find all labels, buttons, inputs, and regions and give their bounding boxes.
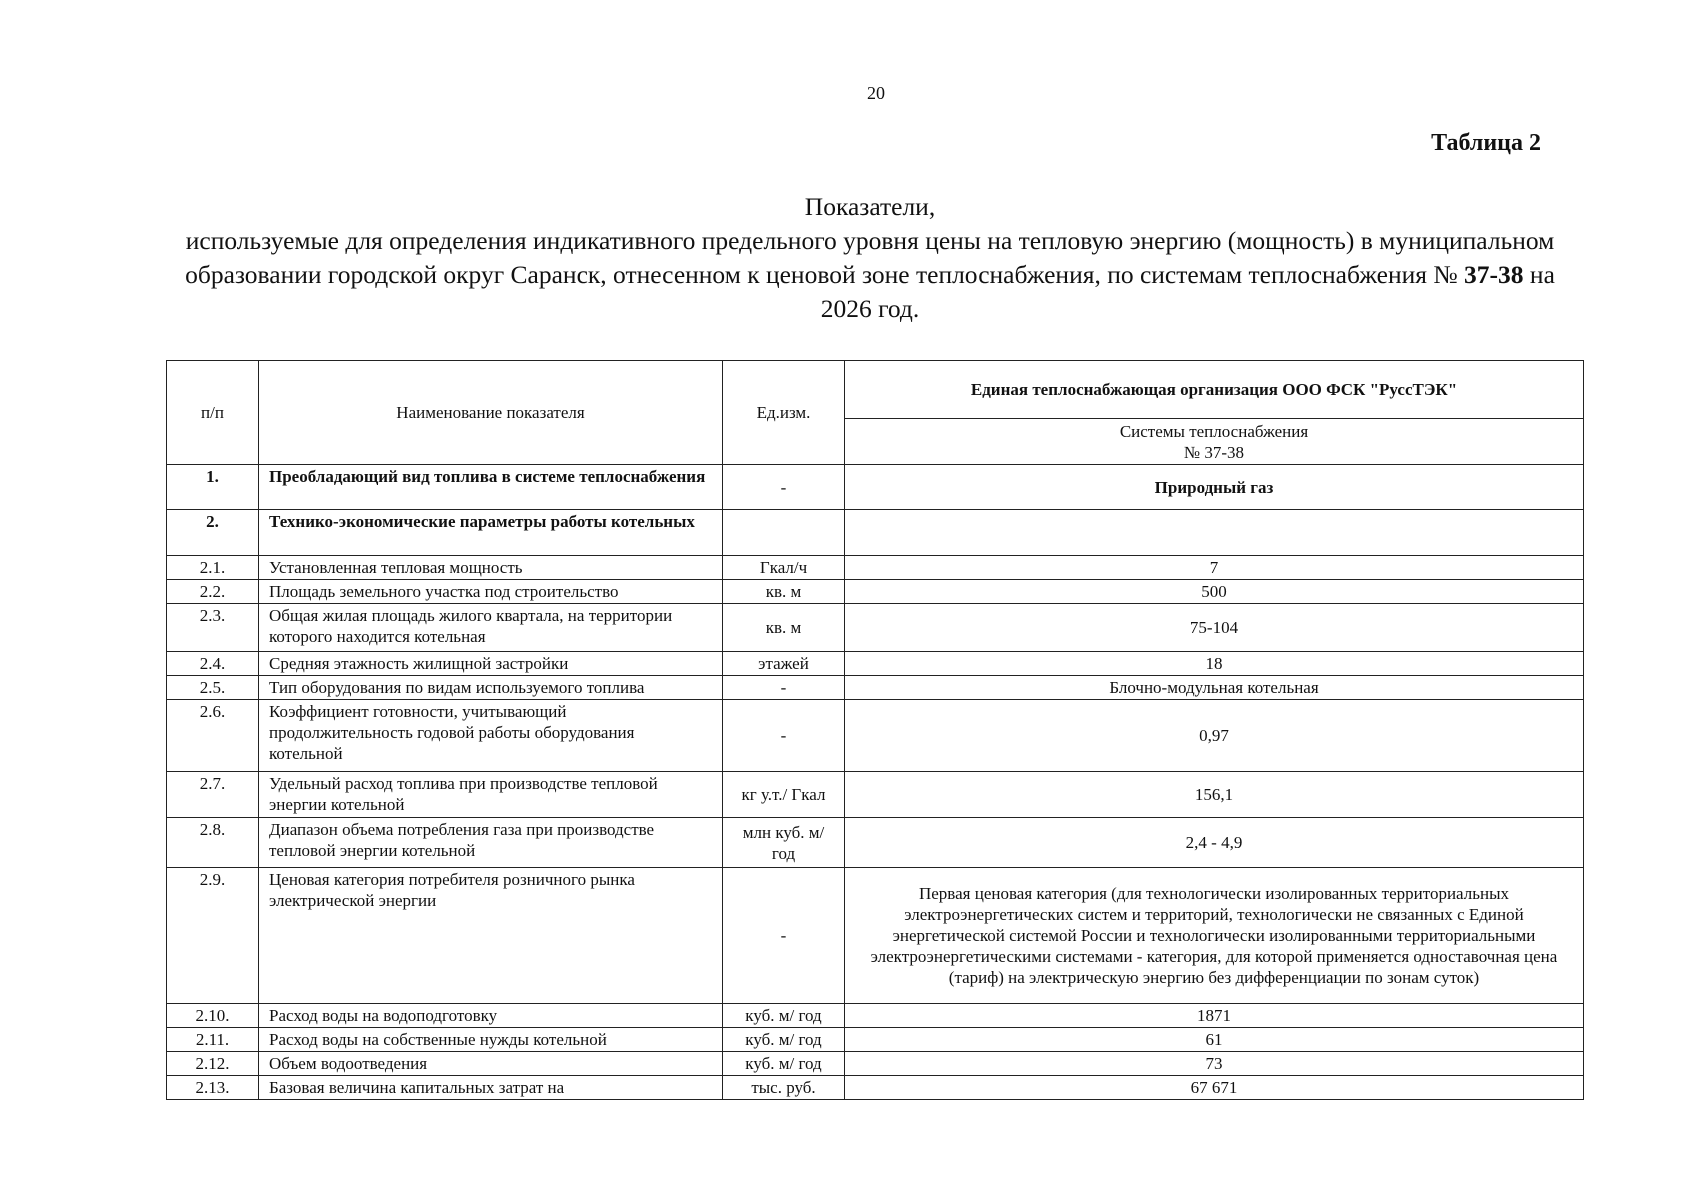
row-value: 75-104	[845, 604, 1584, 652]
row-unit: тыс. руб.	[723, 1076, 845, 1100]
row-unit: этажей	[723, 652, 845, 676]
row-num: 2.1.	[167, 556, 259, 580]
row-value: Природный газ	[845, 465, 1584, 510]
row-unit: -	[723, 676, 845, 700]
indicators-table	[166, 360, 1584, 1100]
row-value: 18	[845, 652, 1584, 676]
row-num: 2.4.	[167, 652, 259, 676]
table-row	[167, 868, 1584, 1004]
table-row	[167, 1004, 1584, 1028]
row-name: Коэффициент готовности, учитывающий продолжительность годовой работы оборудования котельной	[259, 700, 723, 772]
row-num: 2.9.	[167, 868, 259, 1004]
row-unit: -	[723, 700, 845, 772]
row-value	[845, 510, 1584, 556]
row-name: Тип оборудования по видам используемого топлива	[259, 676, 723, 700]
row-name: Площадь земельного участка под строительство	[259, 580, 723, 604]
table-row	[167, 580, 1584, 604]
title-systems-number: 37-38	[1464, 260, 1524, 289]
row-num: 2.3.	[167, 604, 259, 652]
row-value: 61	[845, 1028, 1584, 1052]
header-num: п/п	[167, 361, 259, 465]
table-row	[167, 700, 1584, 772]
row-unit: -	[723, 868, 845, 1004]
row-unit: кв. м	[723, 604, 845, 652]
row-unit: Гкал/ч	[723, 556, 845, 580]
row-value: 67 671	[845, 1076, 1584, 1100]
table-row	[167, 818, 1584, 868]
table-row	[167, 1052, 1584, 1076]
row-name: Преобладающий вид топлива в системе теплоснабжения	[259, 465, 723, 510]
row-unit	[723, 510, 845, 556]
row-num: 2.13.	[167, 1076, 259, 1100]
row-value: 0,97	[845, 700, 1584, 772]
row-value: 2,4 - 4,9	[845, 818, 1584, 868]
row-name: Расход воды на водоподготовку	[259, 1004, 723, 1028]
row-name: Средняя этажность жилищной застройки	[259, 652, 723, 676]
row-unit: кг у.т./ Гкал	[723, 772, 845, 818]
row-name: Ценовая категория потребителя розничного рынка электрической энергии	[259, 868, 723, 1004]
row-num: 2.6.	[167, 700, 259, 772]
document-title	[160, 190, 1580, 326]
row-num: 2.7.	[167, 772, 259, 818]
table-row	[167, 510, 1584, 556]
row-num: 2.11.	[167, 1028, 259, 1052]
row-num: 2.5.	[167, 676, 259, 700]
row-value: 1871	[845, 1004, 1584, 1028]
row-unit: кв. м	[723, 580, 845, 604]
header-unit: Ед.изм.	[723, 361, 845, 465]
header-name: Наименование показателя	[259, 361, 723, 465]
title-line-2-prefix: используемые для определения индикативного предельного уровня цены на тепловую энергию (мощность) в муниципальном образовании городской округ Саранск, отнесенном к ценовой зоне теплоснабжения, по системам теплоснабжения №	[185, 226, 1555, 289]
title-line-1: Показатели,	[804, 192, 936, 221]
table-row	[167, 676, 1584, 700]
table-row	[167, 465, 1584, 510]
row-num: 2.8.	[167, 818, 259, 868]
row-name: Общая жилая площадь жилого квартала, на территории которого находится котельная	[259, 604, 723, 652]
table-label: Таблица 2	[1431, 130, 1541, 156]
table-row	[167, 1028, 1584, 1052]
row-value: Блочно-модульная котельная	[845, 676, 1584, 700]
table-row	[167, 652, 1584, 676]
table-row	[167, 1076, 1584, 1100]
row-value: 7	[845, 556, 1584, 580]
header-systems	[845, 419, 1584, 465]
table-row	[167, 556, 1584, 580]
title-line-2-suffix: на 2026 год.	[820, 260, 1555, 323]
row-name: Расход воды на собственные нужды котельной	[259, 1028, 723, 1052]
row-num: 2.10.	[167, 1004, 259, 1028]
row-unit: млн куб. м/год	[723, 818, 845, 868]
header-systems-line-1: Системы теплоснабжения	[1119, 421, 1309, 441]
row-value: Первая ценовая категория (для технологически изолированных территориальных электроэнергетических систем и территорий, технологически не связанных с Единой энергетической системой России и технологически изолированными территориальными электроэнергетическими системами - категория, для которой применяется одноставочная цена (тариф) на электрическую энергию без дифференциации по зонам суток)	[845, 868, 1584, 1004]
row-name: Установленная тепловая мощность	[259, 556, 723, 580]
row-num: 2.12.	[167, 1052, 259, 1076]
row-name: Диапазон объема потребления газа при производстве тепловой энергии котельной	[259, 818, 723, 868]
row-name: Базовая величина капитальных затрат на	[259, 1076, 723, 1100]
row-num: 2.	[167, 510, 259, 556]
header-organization: Единая теплоснабжающая организация ООО ФСК "РуссТЭК"	[845, 361, 1584, 419]
row-unit: -	[723, 465, 845, 510]
row-unit: куб. м/ год	[723, 1028, 845, 1052]
row-unit: куб. м/ год	[723, 1004, 845, 1028]
row-unit: куб. м/ год	[723, 1052, 845, 1076]
page-number: 20	[867, 83, 885, 103]
row-num: 1.	[167, 465, 259, 510]
row-name: Объем водоотведения	[259, 1052, 723, 1076]
row-value: 500	[845, 580, 1584, 604]
row-num: 2.2.	[167, 580, 259, 604]
table-row	[167, 772, 1584, 818]
header-systems-line-2: № 37-38	[1183, 442, 1245, 462]
row-value: 73	[845, 1052, 1584, 1076]
row-value: 156,1	[845, 772, 1584, 818]
table-row	[167, 604, 1584, 652]
row-name: Технико-экономические параметры работы котельных	[259, 510, 723, 556]
row-name: Удельный расход топлива при производстве тепловой энергии котельной	[259, 772, 723, 818]
